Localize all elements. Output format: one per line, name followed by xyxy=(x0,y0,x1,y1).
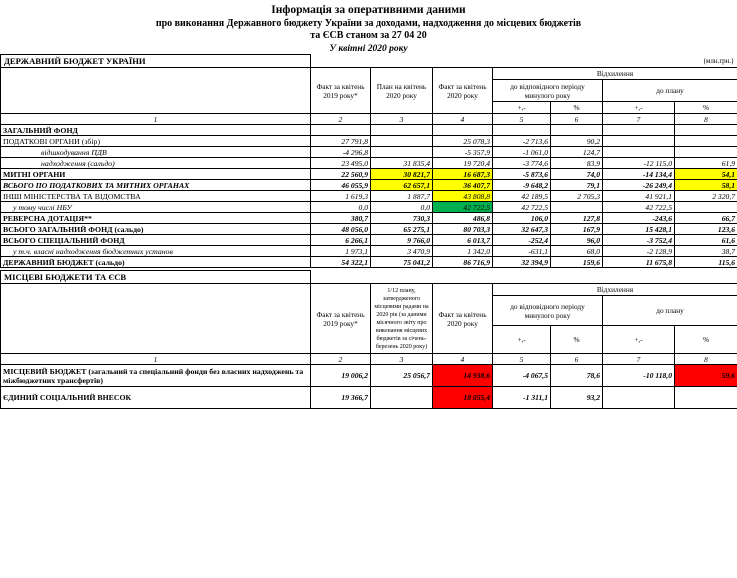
table-row xyxy=(1,257,737,268)
cell-c6: 159,6 xyxy=(551,257,603,268)
spacer-cell-2 xyxy=(311,271,737,284)
cell-c3 xyxy=(371,147,433,158)
table-row xyxy=(1,136,737,147)
cell-c8: 54,1 xyxy=(675,169,737,180)
cell-c2: 19 366,7 xyxy=(311,387,371,409)
section-heading-local-budget: МІСЦЕВІ БЮДЖЕТИ ТА ЄСВ xyxy=(1,271,311,284)
colnum2-2: 2 xyxy=(311,354,371,365)
cell-c5: -252,4 xyxy=(493,235,551,246)
cell-c2: 22 560,9 xyxy=(311,169,371,180)
header-deviations: Відхилення xyxy=(493,68,737,80)
cell-c4: 25 078,3 xyxy=(433,136,493,147)
table-row xyxy=(1,125,737,136)
cell-c5: 32 394,9 xyxy=(493,257,551,268)
cell-c5: -9 648,2 xyxy=(493,180,551,191)
cell-c6: 79,1 xyxy=(551,180,603,191)
header-dev-plan-pct: % xyxy=(675,102,737,114)
cell-c5: 42 722,5 xyxy=(493,202,551,213)
colnum-3: 3 xyxy=(371,114,433,125)
table-row xyxy=(1,235,737,246)
cell-c5 xyxy=(493,125,551,136)
cell-c6: 78,6 xyxy=(551,365,603,387)
cell-c7: -14 134,4 xyxy=(603,169,675,180)
section-heading-state-budget: ДЕРЖАВНИЙ БЮДЖЕТ УКРАЇНИ xyxy=(1,55,311,68)
header2-fact-apr-2019: Факт за квітень 2019 року* xyxy=(311,284,371,354)
cell-c3: 1 887,7 xyxy=(371,191,433,202)
row-label: у т.ч. власні надходження бюджетних установ xyxy=(1,246,311,257)
cell-c5: -1 061,0 xyxy=(493,147,551,158)
cell-c7 xyxy=(603,136,675,147)
cell-c6 xyxy=(551,202,603,213)
cell-c2: 380,7 xyxy=(311,213,371,224)
cell-c4: 80 703,3 xyxy=(433,224,493,235)
header2-plan-share: 1/12 плану, затвердженого місцевими радами на 2020 рік (за даними місячного звіту про виконання місцевих бюджетів за січень-березень 2020 року) xyxy=(371,284,433,354)
colnum2-8: 8 xyxy=(675,354,737,365)
row-label: надходження (сальдо) xyxy=(1,158,311,169)
state-budget-table xyxy=(0,54,737,268)
cell-c4: 43 808,8 xyxy=(433,191,493,202)
cell-c5: -1 311,1 xyxy=(493,387,551,409)
blank-corner xyxy=(1,68,311,114)
cell-c6: 93,2 xyxy=(551,387,603,409)
cell-c6: 90,2 xyxy=(551,136,603,147)
cell-c6 xyxy=(551,125,603,136)
cell-c3: 65 275,1 xyxy=(371,224,433,235)
table-row xyxy=(1,158,737,169)
cell-c6: 68,0 xyxy=(551,246,603,257)
header-dev-plan: до плану xyxy=(603,80,737,102)
cell-c4: 18 055,4 xyxy=(433,387,493,409)
cell-c6: 124,7 xyxy=(551,147,603,158)
cell-c5: -5 873,6 xyxy=(493,169,551,180)
colnum-5: 5 xyxy=(493,114,551,125)
cell-c3: 62 657,1 xyxy=(371,180,433,191)
header-dev-plan-abs: +,- xyxy=(603,102,675,114)
row-label: ЗАГАЛЬНИЙ ФОНД xyxy=(1,125,311,136)
row-label: ВСЬОГО СПЕЦІАЛЬНИЙ ФОНД xyxy=(1,235,311,246)
cell-c5: -631,1 xyxy=(493,246,551,257)
cell-c8: 66,7 xyxy=(675,213,737,224)
cell-c2: 1 619,3 xyxy=(311,191,371,202)
cell-c2: 6 266,1 xyxy=(311,235,371,246)
title-period: У квітні 2020 року xyxy=(329,44,408,54)
colnum-2: 2 xyxy=(311,114,371,125)
cell-c8 xyxy=(675,202,737,213)
cell-c4 xyxy=(433,125,493,136)
colnum2-1: 1 xyxy=(1,354,311,365)
cell-c6: 127,8 xyxy=(551,213,603,224)
cell-c7: 15 428,1 xyxy=(603,224,675,235)
cell-c3: 9 766,0 xyxy=(371,235,433,246)
document-title-block xyxy=(0,0,737,54)
cell-c7: -10 118,0 xyxy=(603,365,675,387)
cell-c4: 486,8 xyxy=(433,213,493,224)
colnum2-5: 5 xyxy=(493,354,551,365)
header2-dev-plan-abs: +,- xyxy=(603,326,675,354)
title-main: Інформація за оперативними даними xyxy=(271,4,466,16)
cell-c3: 30 821,7 xyxy=(371,169,433,180)
colnum-6: 6 xyxy=(551,114,603,125)
cell-c7 xyxy=(603,147,675,158)
row-label: МИТНІ ОРГАНИ xyxy=(1,169,311,180)
cell-c7: -12 115,0 xyxy=(603,158,675,169)
cell-c3 xyxy=(371,125,433,136)
cell-c3: 25 056,7 xyxy=(371,365,433,387)
cell-c2: 54 322,1 xyxy=(311,257,371,268)
header-plan-apr-2020: План на квітень 2020 року xyxy=(371,68,433,114)
column-number-row xyxy=(1,114,737,125)
cell-c8: 115,6 xyxy=(675,257,737,268)
cell-c3: 3 470,9 xyxy=(371,246,433,257)
cell-c3 xyxy=(371,136,433,147)
blank-corner-2 xyxy=(1,284,311,354)
table-row xyxy=(1,180,737,191)
cell-c6: 2 705,3 xyxy=(551,191,603,202)
header2-dev-prev-year: до відповідного періоду минулого року xyxy=(493,296,603,326)
row-label: ВСЬОГО ЗАГАЛЬНИЙ ФОНД (сальдо) xyxy=(1,224,311,235)
cell-c4: -5 357,9 xyxy=(433,147,493,158)
row-label: РЕВЕРСНА ДОТАЦІЯ** xyxy=(1,213,311,224)
row-label: ЄДИНИЙ СОЦІАЛЬНИЙ ВНЕСОК xyxy=(1,387,311,409)
header-dev-prev-year: до відповідного періоду минулого року xyxy=(493,80,603,102)
colnum2-6: 6 xyxy=(551,354,603,365)
colnum-7: 7 xyxy=(603,114,675,125)
row-label: відшкодування ПДВ xyxy=(1,147,311,158)
row-label: ДЕРЖАВНИЙ БЮДЖЕТ (сальдо) xyxy=(1,257,311,268)
cell-c2: 0,0 xyxy=(311,202,371,213)
cell-c3: 31 835,4 xyxy=(371,158,433,169)
cell-c6: 167,9 xyxy=(551,224,603,235)
table-row xyxy=(1,169,737,180)
cell-c3: 0,0 xyxy=(371,202,433,213)
cell-c2: 19 006,2 xyxy=(311,365,371,387)
cell-c5: -3 774,6 xyxy=(493,158,551,169)
cell-c4: 19 720,4 xyxy=(433,158,493,169)
header-fact-apr-2019: Факт за квітень 2019 року* xyxy=(311,68,371,114)
cell-c5: -4 067,5 xyxy=(493,365,551,387)
cell-c3: 75 041,2 xyxy=(371,257,433,268)
cell-c7: -2 128,9 xyxy=(603,246,675,257)
cell-c6: 74,0 xyxy=(551,169,603,180)
cell-c8 xyxy=(675,136,737,147)
table-row xyxy=(1,202,737,213)
cell-c8: 58,1 xyxy=(675,180,737,191)
colnum-1: 1 xyxy=(1,114,311,125)
table-row xyxy=(1,213,737,224)
cell-c7: 41 921,1 xyxy=(603,191,675,202)
cell-c2: 48 056,0 xyxy=(311,224,371,235)
colnum2-3: 3 xyxy=(371,354,433,365)
cell-c7: 11 675,8 xyxy=(603,257,675,268)
cell-c8: 61,9 xyxy=(675,158,737,169)
title-sub2: та ЄСВ станом за 27 04 20 xyxy=(310,30,427,41)
cell-c4: 6 013,7 xyxy=(433,235,493,246)
cell-c7: 42 722,5 xyxy=(603,202,675,213)
header2-dev-plan-pct: % xyxy=(675,326,737,354)
table-row xyxy=(1,387,737,409)
cell-c6: 83,9 xyxy=(551,158,603,169)
cell-c5: 32 647,3 xyxy=(493,224,551,235)
cell-c4: 14 938,6 xyxy=(433,365,493,387)
spacer-cell xyxy=(311,55,493,68)
cell-c8: 61,6 xyxy=(675,235,737,246)
cell-c8: 38,7 xyxy=(675,246,737,257)
table-row xyxy=(1,365,737,387)
colnum2-4: 4 xyxy=(433,354,493,365)
cell-c6: 96,0 xyxy=(551,235,603,246)
cell-c5: -2 713,6 xyxy=(493,136,551,147)
row-label: ІНШІ МІНІСТЕРСТВА ТА ВІДОМСТВА xyxy=(1,191,311,202)
cell-c2: 46 055,9 xyxy=(311,180,371,191)
cell-c2: 1 973,1 xyxy=(311,246,371,257)
cell-c7: -3 752,4 xyxy=(603,235,675,246)
header2-fact-apr-2020: Факт за квітень 2020 року xyxy=(433,284,493,354)
header2-deviations: Відхилення xyxy=(493,284,737,296)
cell-c2: 23 495,0 xyxy=(311,158,371,169)
header2-dev-plan: до плану xyxy=(603,296,737,326)
cell-c7 xyxy=(603,125,675,136)
table-row xyxy=(1,246,737,257)
cell-c8: 123,6 xyxy=(675,224,737,235)
units-label: (млн.грн.) xyxy=(703,56,734,65)
cell-c8 xyxy=(675,125,737,136)
cell-c2 xyxy=(311,125,371,136)
header2-dev-prev-abs: +,- xyxy=(493,326,551,354)
row-label: у тому числі НБУ xyxy=(1,202,311,213)
column-number-row-2 xyxy=(1,354,737,365)
cell-c4: 42 722,5 xyxy=(433,202,493,213)
cell-c4: 1 342,0 xyxy=(433,246,493,257)
cell-c5: 42 189,5 xyxy=(493,191,551,202)
cell-c8: 2 320,7 xyxy=(675,191,737,202)
cell-c4: 36 407,7 xyxy=(433,180,493,191)
header2-dev-prev-pct: % xyxy=(551,326,603,354)
header-fact-apr-2020: Факт за квітень 2020 року xyxy=(433,68,493,114)
header-dev-prev-abs: +,- xyxy=(493,102,551,114)
title-sub1: про виконання Державного бюджету України за доходами, надходження до місцевих бюджетів xyxy=(155,18,582,29)
colnum2-7: 7 xyxy=(603,354,675,365)
row-label: ВСЬОГО ПО ПОДАТКОВИХ ТА МИТНИХ ОРГАНАХ xyxy=(1,180,311,191)
cell-c5: 106,0 xyxy=(493,213,551,224)
row-label: МІСЦЕВИЙ БЮДЖЕТ (загальний та спеціальний фонди без власних надходжень та міжбюджетних трансфертів) xyxy=(1,365,311,387)
cell-c7: -243,6 xyxy=(603,213,675,224)
row-label: ПОДАТКОВІ ОРГАНИ (збір) xyxy=(1,136,311,147)
table-row xyxy=(1,191,737,202)
cell-c8: 59,6 xyxy=(675,365,737,387)
cell-c4: 86 716,9 xyxy=(433,257,493,268)
header-dev-prev-pct: % xyxy=(551,102,603,114)
cell-c2: 27 791,8 xyxy=(311,136,371,147)
colnum-8: 8 xyxy=(675,114,737,125)
cell-c4: 16 687,3 xyxy=(433,169,493,180)
cell-c8 xyxy=(675,147,737,158)
cell-c8 xyxy=(675,387,737,409)
table-row xyxy=(1,224,737,235)
cell-c2: -4 296,8 xyxy=(311,147,371,158)
cell-c7 xyxy=(603,387,675,409)
cell-c3 xyxy=(371,387,433,409)
cell-c7: -26 249,4 xyxy=(603,180,675,191)
local-budget-table xyxy=(0,270,737,409)
colnum-4: 4 xyxy=(433,114,493,125)
cell-c3: 730,3 xyxy=(371,213,433,224)
table-row xyxy=(1,147,737,158)
